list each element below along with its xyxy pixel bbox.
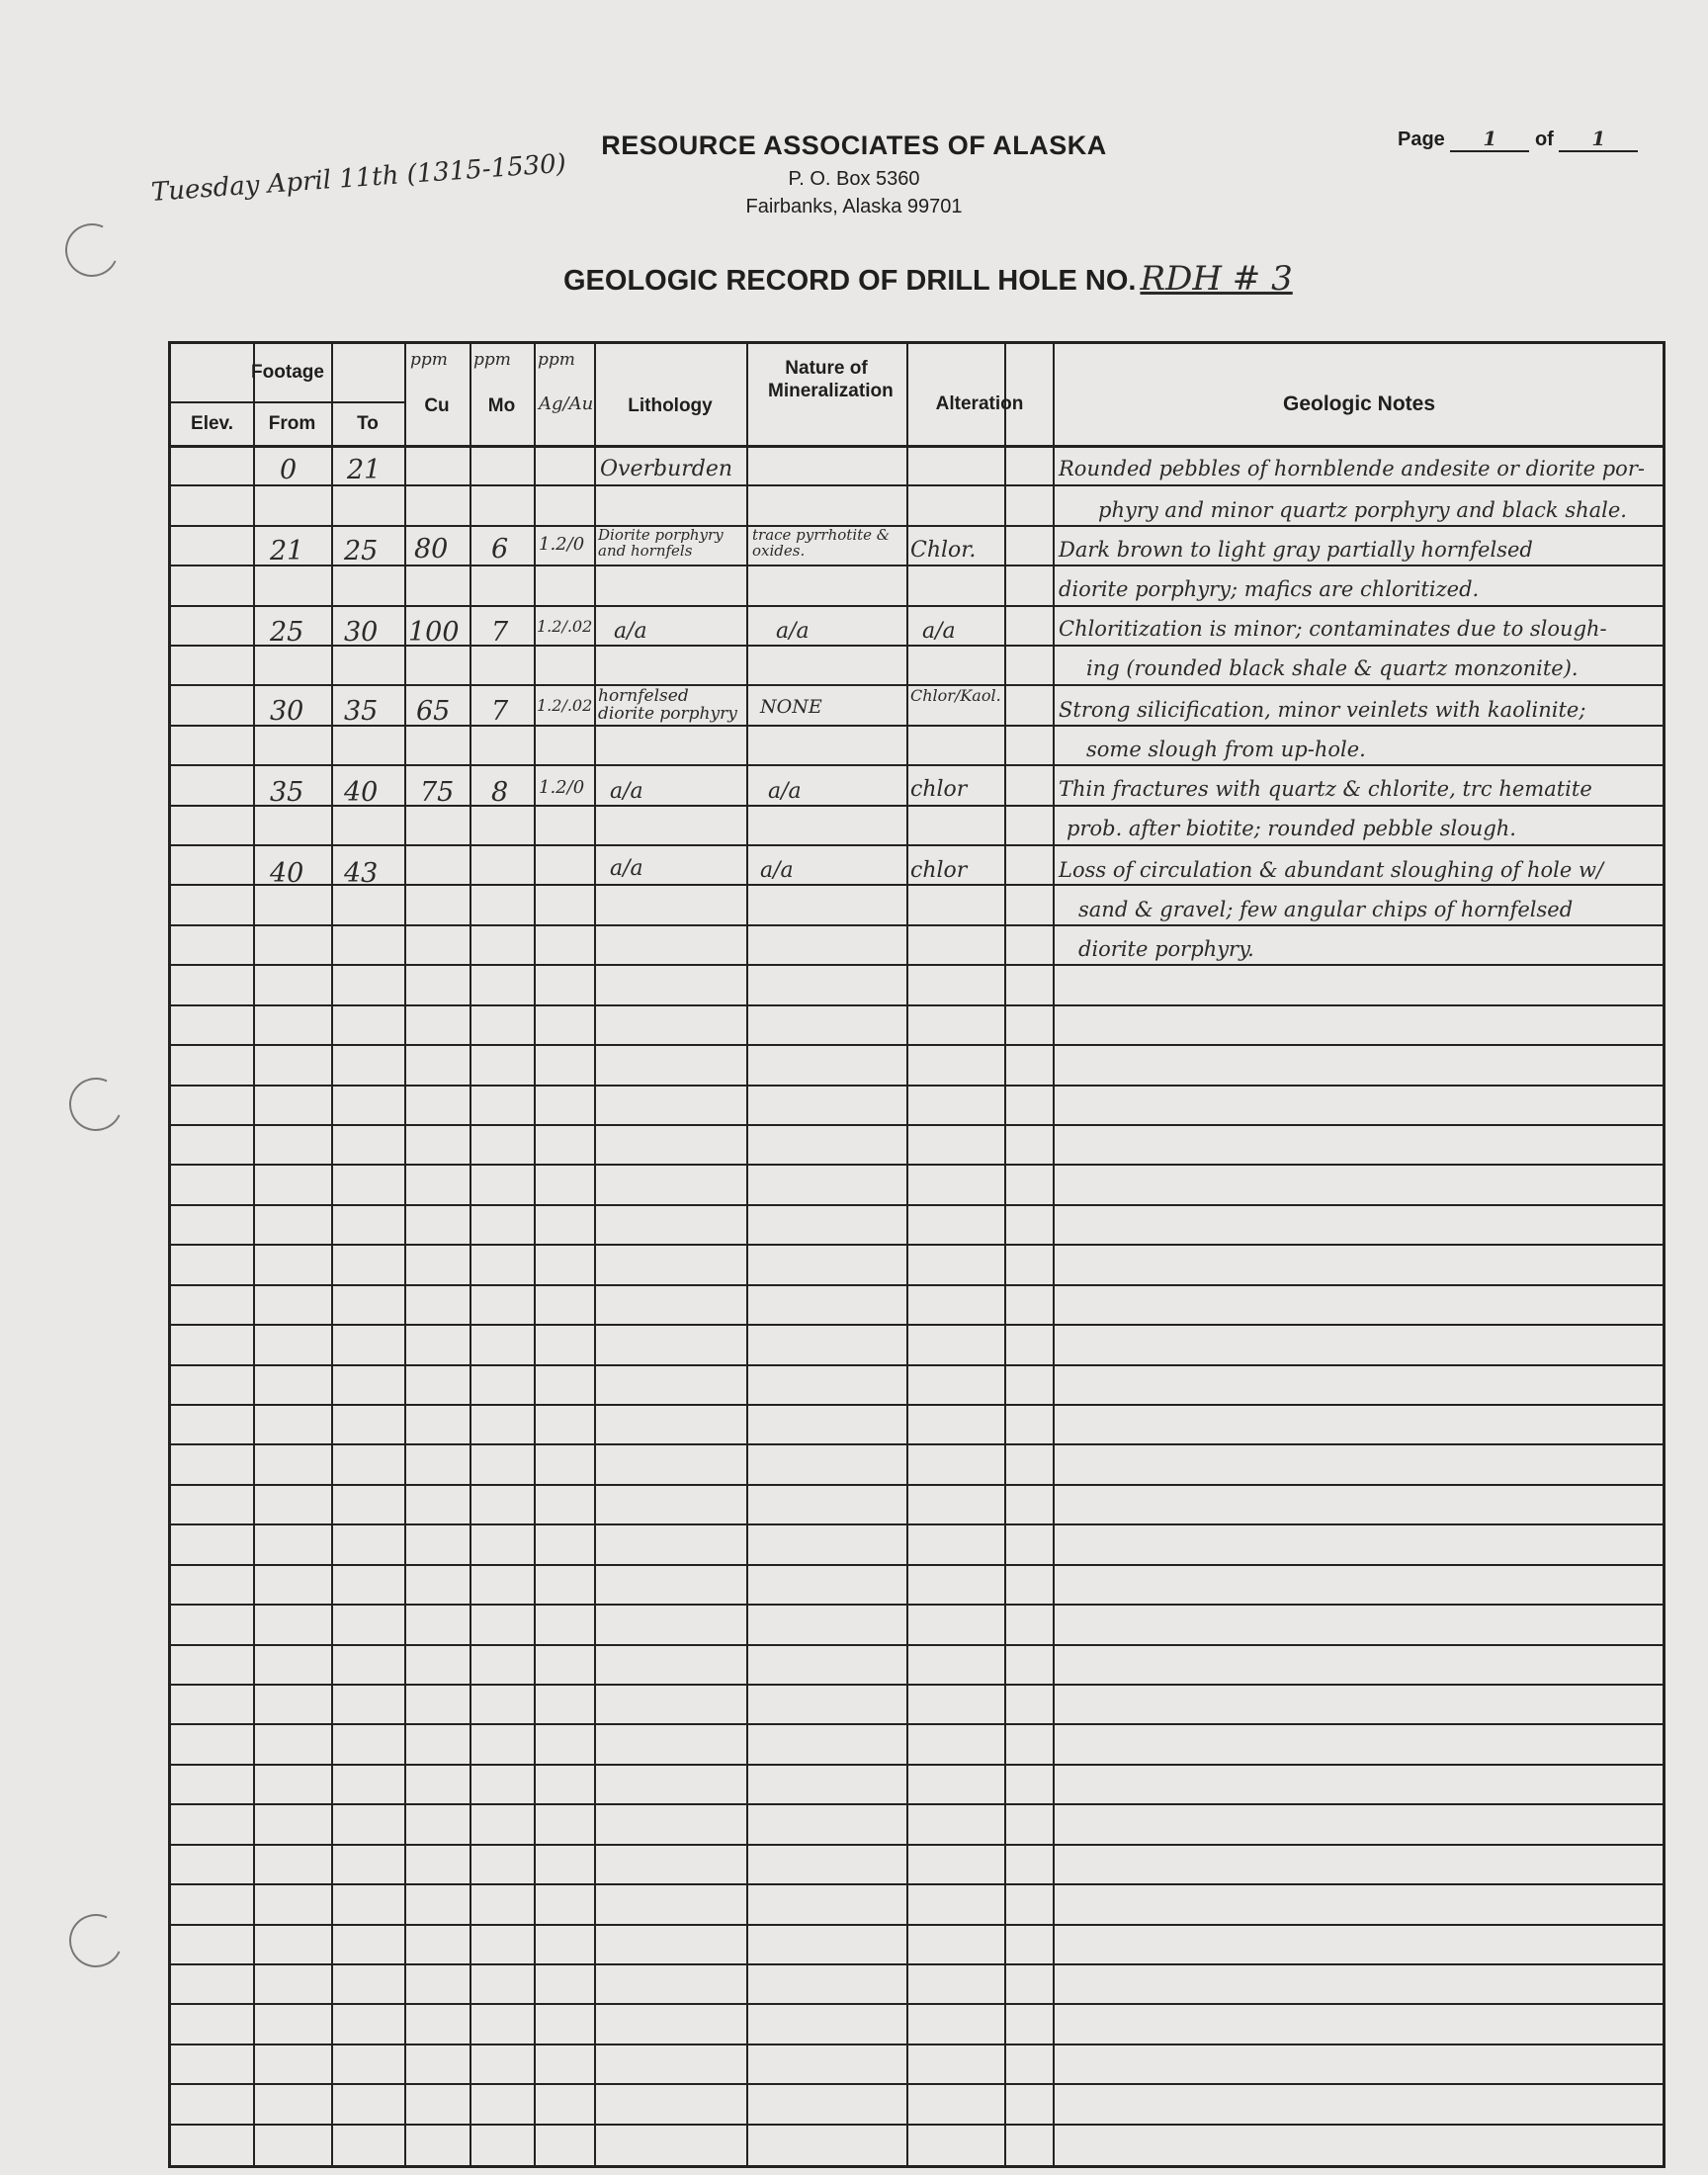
row-rule xyxy=(171,2124,1663,2126)
row-ag-au: 1.2/0 xyxy=(539,534,585,555)
row-note-line: some slough from up-hole. xyxy=(1086,738,1366,761)
row-to: 35 xyxy=(344,696,379,727)
row-note-line: phyry and minor quartz porphyry and black shale. xyxy=(1098,498,1627,522)
row-mo: 8 xyxy=(491,777,509,808)
row-rule xyxy=(171,725,1663,727)
row-rule xyxy=(171,2003,1663,2005)
row-note-line: Chloritization is minor; contaminates due to slough- xyxy=(1059,617,1607,641)
column-divider xyxy=(253,344,255,2165)
row-rule xyxy=(171,565,1663,566)
column-divider xyxy=(404,344,406,2165)
row-to: 30 xyxy=(344,617,379,648)
row-rule xyxy=(171,2083,1663,2085)
row-rule xyxy=(171,1324,1663,1326)
row-mo: 7 xyxy=(491,696,509,727)
row-lithology: a/a xyxy=(610,779,643,804)
row-nature: a/a xyxy=(760,858,794,883)
column-divider xyxy=(1004,344,1006,2165)
company-name: RESOURCE ASSOCIATES OF ALASKA xyxy=(601,130,1107,160)
to-header: To xyxy=(357,413,379,434)
row-rule xyxy=(171,1723,1663,1725)
row-lithology: hornfelsed diorite porphyry xyxy=(598,686,737,724)
row-alteration: Chlor. xyxy=(910,538,977,563)
row-ag-au: 1.2/.02 xyxy=(537,696,593,715)
row-ag-au: 1.2/0 xyxy=(539,777,585,798)
cu-ppm-note: ppm xyxy=(410,350,448,370)
row-note-line: Strong silicification, minor veinlets with kaolinite; xyxy=(1059,698,1586,722)
row-to: 43 xyxy=(344,858,379,889)
row-note-line: prob. after biotite; rounded pebble slough. xyxy=(1067,817,1516,840)
row-to: 40 xyxy=(344,777,379,808)
row-rule xyxy=(171,1004,1663,1006)
row-rule xyxy=(171,1244,1663,1246)
row-rule xyxy=(171,1844,1663,1846)
row-rule xyxy=(171,964,1663,966)
column-divider xyxy=(331,344,333,2165)
row-rule xyxy=(171,484,1663,486)
row-rule xyxy=(171,1204,1663,1206)
lithology-header: Lithology xyxy=(628,395,713,416)
row-rule xyxy=(171,805,1663,807)
row-lithology: a/a xyxy=(610,856,643,881)
nature-header: Nature of Mineralization xyxy=(768,358,894,401)
row-alteration: Chlor/Kaol. xyxy=(910,686,1001,705)
row-nature: a/a xyxy=(776,619,810,644)
row-rule xyxy=(171,1164,1663,1166)
elev-header: Elev. xyxy=(191,413,233,434)
row-ag-au: 1.2/.02 xyxy=(537,617,593,636)
mo-header: Mo xyxy=(487,395,516,416)
row-from: 0 xyxy=(280,455,298,485)
row-cu: 100 xyxy=(408,617,460,648)
row-rule xyxy=(171,1404,1663,1406)
row-note-line: Thin fractures with quartz & chlorite, trc hematite xyxy=(1059,777,1592,801)
row-to: 25 xyxy=(344,536,379,566)
page-label: Page xyxy=(1398,129,1445,150)
row-rule xyxy=(171,1684,1663,1686)
address-city: Fairbanks, Alaska 99701 xyxy=(745,196,963,218)
row-from: 30 xyxy=(270,696,304,727)
row-rule xyxy=(171,884,1663,886)
row-lithology: Overburden xyxy=(600,457,733,481)
row-rule xyxy=(171,764,1663,766)
row-note-line: sand & gravel; few angular chips of hornfelsed xyxy=(1078,898,1574,921)
row-rule xyxy=(171,605,1663,607)
row-nature: NONE xyxy=(760,696,822,718)
drill-log-table xyxy=(168,341,1665,2168)
record-title-text: GEOLOGIC RECORD OF DRILL HOLE NO. xyxy=(563,265,1137,297)
row-rule xyxy=(171,1364,1663,1366)
address-po-box: P. O. Box 5360 xyxy=(788,168,920,190)
row-from: 40 xyxy=(270,858,304,889)
row-rule xyxy=(171,1644,1663,1646)
row-rule xyxy=(171,1963,1663,1965)
row-rule xyxy=(171,1523,1663,1525)
row-from: 21 xyxy=(270,536,304,566)
row-nature: trace pyrrhotite & oxides. xyxy=(752,526,891,560)
footage-divider xyxy=(171,401,404,403)
footage-header: Footage xyxy=(251,362,324,383)
row-rule xyxy=(171,525,1663,527)
row-rule xyxy=(171,1443,1663,1445)
from-header: From xyxy=(268,413,316,434)
row-note-line: Loss of circulation & abundant sloughing of hole w/ xyxy=(1059,858,1604,882)
page-counter xyxy=(1398,127,1638,152)
row-alteration: a/a xyxy=(922,619,956,644)
row-rule xyxy=(171,1044,1663,1046)
page-number-field[interactable]: 1 xyxy=(1450,127,1529,152)
notes-header: Geologic Notes xyxy=(1282,392,1436,415)
binder-hole-mark xyxy=(61,1906,129,1974)
row-from: 35 xyxy=(270,777,304,808)
row-note-line: Rounded pebbles of hornblende andesite or diorite por- xyxy=(1059,457,1645,480)
header-divider xyxy=(171,445,1663,448)
row-note-line: ing (rounded black shale & quartz monzonite). xyxy=(1086,656,1579,680)
alteration-header: Alteration xyxy=(935,393,1024,414)
hole-number-field[interactable]: RDH # 3 xyxy=(1140,259,1293,299)
page-total-field[interactable]: 1 xyxy=(1559,127,1638,152)
of-label: of xyxy=(1534,129,1554,150)
row-rule xyxy=(171,1124,1663,1126)
column-divider xyxy=(1053,344,1055,2165)
ag-au-header: Ag/Au xyxy=(539,393,594,414)
row-alteration: chlor xyxy=(910,777,968,802)
row-cu: 80 xyxy=(414,534,449,565)
row-rule xyxy=(171,1604,1663,1606)
binder-hole-mark xyxy=(61,1070,129,1138)
ag-ppm-note: ppm xyxy=(538,350,575,370)
row-cu: 65 xyxy=(416,696,451,727)
column-divider xyxy=(534,344,536,2165)
row-rule xyxy=(171,1564,1663,1566)
column-divider xyxy=(746,344,748,2165)
mo-ppm-note: ppm xyxy=(473,350,511,370)
row-note-line: Dark brown to light gray partially hornfelsed xyxy=(1059,538,1533,562)
column-divider xyxy=(470,344,471,2165)
row-lithology: a/a xyxy=(614,619,647,644)
row-cu: 75 xyxy=(420,777,455,808)
column-divider xyxy=(906,344,908,2165)
cu-header: Cu xyxy=(424,395,450,416)
row-note-line: diorite porphyry; mafics are chloritized. xyxy=(1059,577,1480,601)
row-lithology: Diorite porphyry and hornfels xyxy=(598,526,724,560)
row-rule xyxy=(171,844,1663,846)
row-rule xyxy=(171,1484,1663,1486)
row-rule xyxy=(171,924,1663,926)
row-rule xyxy=(171,645,1663,647)
binder-hole-mark xyxy=(57,216,126,284)
column-divider xyxy=(594,344,596,2165)
row-rule xyxy=(171,2044,1663,2045)
row-alteration: chlor xyxy=(910,858,968,883)
date-note: Tuesday April 11th (1315-1530) xyxy=(150,148,567,208)
row-to: 21 xyxy=(347,455,382,485)
row-rule xyxy=(171,1764,1663,1766)
record-title xyxy=(563,259,1293,299)
row-rule xyxy=(171,1883,1663,1885)
row-mo: 6 xyxy=(491,534,509,565)
row-mo: 7 xyxy=(491,617,509,648)
row-rule xyxy=(171,1924,1663,1926)
row-note-line: diorite porphyry. xyxy=(1078,937,1254,961)
row-nature: a/a xyxy=(768,779,802,804)
row-rule xyxy=(171,1284,1663,1286)
row-rule xyxy=(171,1085,1663,1087)
row-rule xyxy=(171,1803,1663,1805)
row-from: 25 xyxy=(270,617,304,648)
